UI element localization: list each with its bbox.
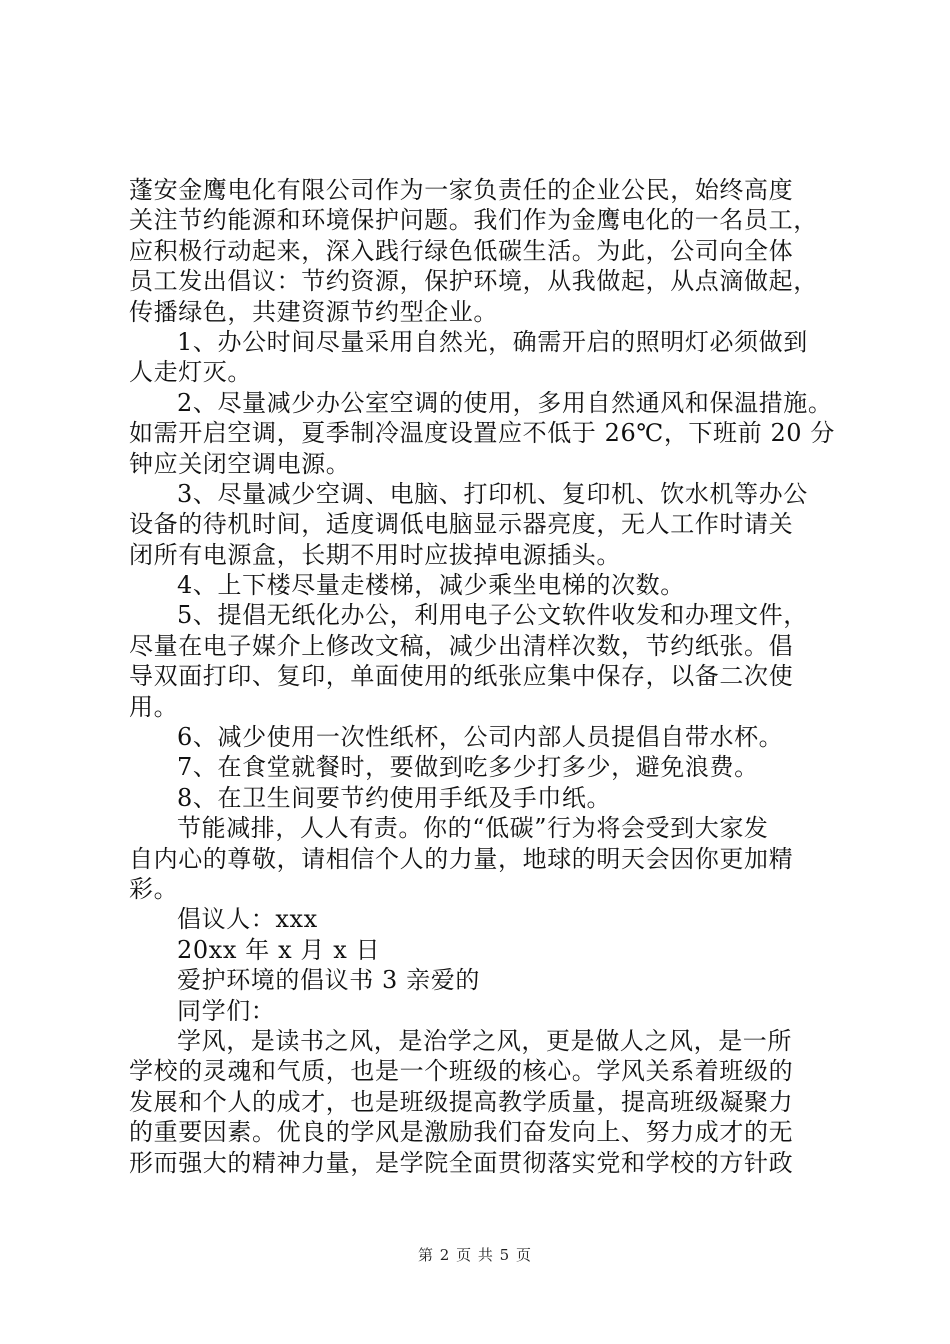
- text-line: 自内心的尊敬，请相信个人的力量，地球的明天会因你更加精: [129, 844, 794, 873]
- text-line: 形而强大的精神力量，是学院全面贯彻落实党和学校的方针政: [129, 1148, 794, 1177]
- text-line: 尽量在电子媒介上修改文稿，减少出清样次数，节约纸张。倡: [129, 631, 794, 660]
- text-line: 员工发出倡议：节约资源，保护环境，从我做起，从点滴做起，: [129, 267, 818, 296]
- text-line: 蓬安金鹰电化有限公司作为一家负责任的企业公民，始终高度: [129, 176, 794, 204]
- text-line: 如需开启空调，夏季制冷温度设置应不低于 26℃，下班前 20 分: [129, 419, 836, 448]
- page-number: 第 2 页 共 5 页: [418, 1246, 532, 1264]
- text-line: 7、在食堂就餐时，要做到吃多少打多少，避免浪费。: [177, 753, 759, 782]
- text-line: 1、办公时间尽量采用自然光，确需开启的照明灯必须做到: [177, 327, 808, 356]
- text-line: 2、尽量减少办公室空调的使用，多用自然通风和保温措施。: [177, 388, 833, 417]
- text-line: 导双面打印、复印，单面使用的纸张应集中保存，以备二次使: [129, 662, 794, 691]
- text-line: 人走灯灭。: [129, 358, 252, 387]
- text-line: 钟应关闭空调电源。: [129, 449, 351, 478]
- text-line: 3、尽量减少空调、电脑、打印机、复印机、饮水机等办公: [177, 479, 808, 508]
- text-line: 学校的灵魂和气质，也是一个班级的核心。学风关系着班级的: [129, 1057, 794, 1086]
- text-line: 的重要因素。优良的学风是激励我们奋发向上、努力成才的无: [129, 1118, 794, 1147]
- text-line: 彩。: [129, 874, 179, 903]
- text-line: 6、减少使用一次性纸杯，公司内部人员提倡自带水杯。: [177, 723, 784, 752]
- text-line: 学风，是读书之风，是治学之风，更是做人之风，是一所: [177, 1026, 792, 1055]
- text-line: 用。: [129, 692, 179, 721]
- text-line: 同学们：: [177, 996, 276, 1025]
- text-line: 应积极行动起来，深入践行绿色低碳生活。为此，公司向全体: [129, 236, 794, 265]
- text-line: 4、上下楼尽量走楼梯，减少乘坐电梯的次数。: [177, 571, 685, 600]
- text-line: 节能减排，人人有责。你的“低碳”行为将会受到大家发: [177, 814, 769, 843]
- text-line: 8、在卫生间要节约使用手纸及手巾纸。: [177, 783, 612, 812]
- text-line: 爱护环境的倡议书 3 亲爱的: [177, 966, 480, 995]
- text-line: 20xx 年 x 月 x 日: [177, 935, 381, 964]
- text-line: 传播绿色，共建资源节约型企业。: [129, 297, 498, 326]
- page-footer: [0, 1244, 950, 1265]
- text-line: 设备的待机时间，适度调低电脑显示器亮度，无人工作时请关: [129, 510, 794, 539]
- text-line: 闭所有电源盒，长期不用时应拔掉电源插头。: [129, 540, 621, 569]
- text-line: 倡议人：xxx: [177, 905, 318, 934]
- text-line: 关注节约能源和环境保护问题。我们作为金鹰电化的一名员工，: [129, 206, 818, 235]
- text-line: 发展和个人的成才，也是班级提高教学质量，提高班级凝聚力: [129, 1087, 794, 1116]
- text-line: 5、提倡无纸化办公，利用电子公文软件收发和办理文件，: [177, 601, 808, 630]
- document-body: [129, 175, 849, 1178]
